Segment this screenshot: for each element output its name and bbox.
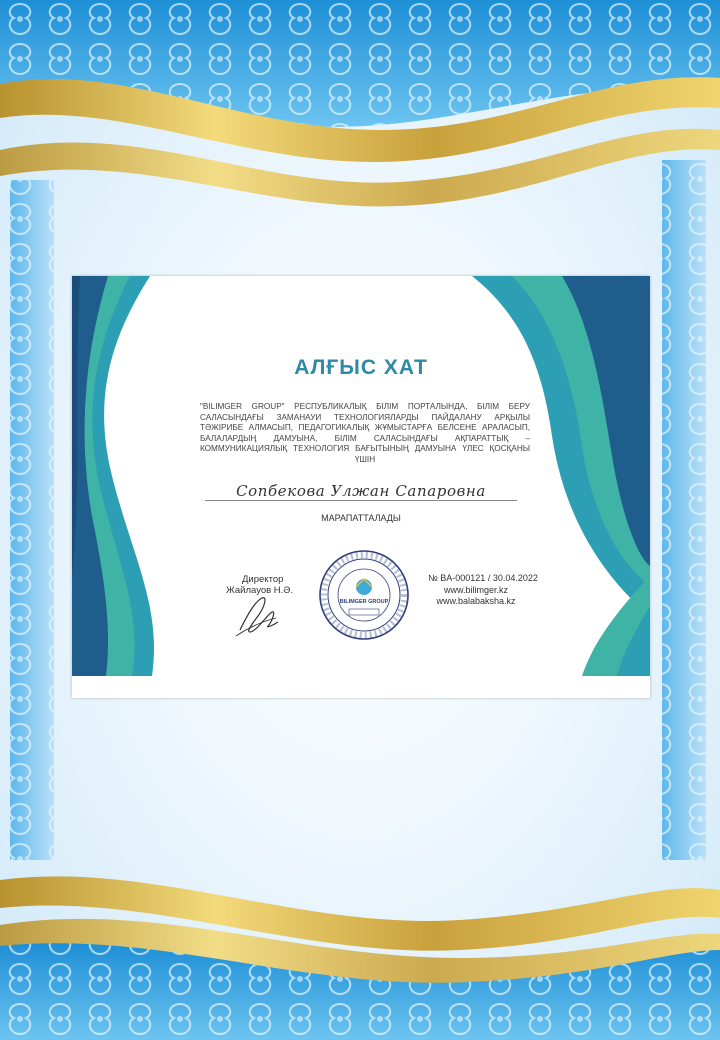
- signature-icon: [232, 592, 282, 638]
- recipient-name: Сопбекова Улжан Сапаровна: [236, 482, 486, 500]
- certificate-title: АЛҒЫС ХАТ: [294, 356, 428, 379]
- stamp-center-text: BILIMGER GROUP: [339, 599, 389, 605]
- certificate-body-text: "BILIMGER GROUP" РЕСПУБЛИКАЛЫҚ БІЛІМ ПОРТАЛЫНДА, БІЛІМ БЕРУ САЛАСЫНДАҒЫ ЗАМАНАУИ ТЕХНОЛОГИЯЛАРДЫ ПАЙДАЛАНУ АРҚЫЛЫ ТӘЖІРИБЕ АЛМАСЫП, ПЕДАГОГИКАЛЫҚ ЖҰМЫСТАРҒА БЕЛСЕНЕ АРАЛАСЫП, БАЛАЛАРДЫҢ ДАМУЫНА, БІЛІМ САЛАСЫНДАҒЫ АҚПАРАТТЫҚ – КОММУНИКАЦИЯЛЫҚ ТЕХНОЛОГИЯ БАҒЫТЫНЫҢ ДАМУЫНА ҮЛЕС ҚОСҚАНЫ ҮШІН: [200, 402, 530, 464]
- certificate-number: № BA-000121 / 30.04.2022: [428, 573, 538, 583]
- recipient-underline: [205, 500, 517, 501]
- website-balabaksha: www.balabaksha.kz: [436, 596, 516, 606]
- director-role: Директор: [242, 574, 284, 585]
- certificate: [72, 276, 650, 698]
- director-name: Жайлауов Н.Ә.: [226, 585, 294, 596]
- stamp-seal-icon: [318, 549, 410, 641]
- awarded-label: МАРАПАТТАЛАДЫ: [321, 513, 401, 523]
- website-bilimger: www.bilimger.kz: [443, 585, 508, 595]
